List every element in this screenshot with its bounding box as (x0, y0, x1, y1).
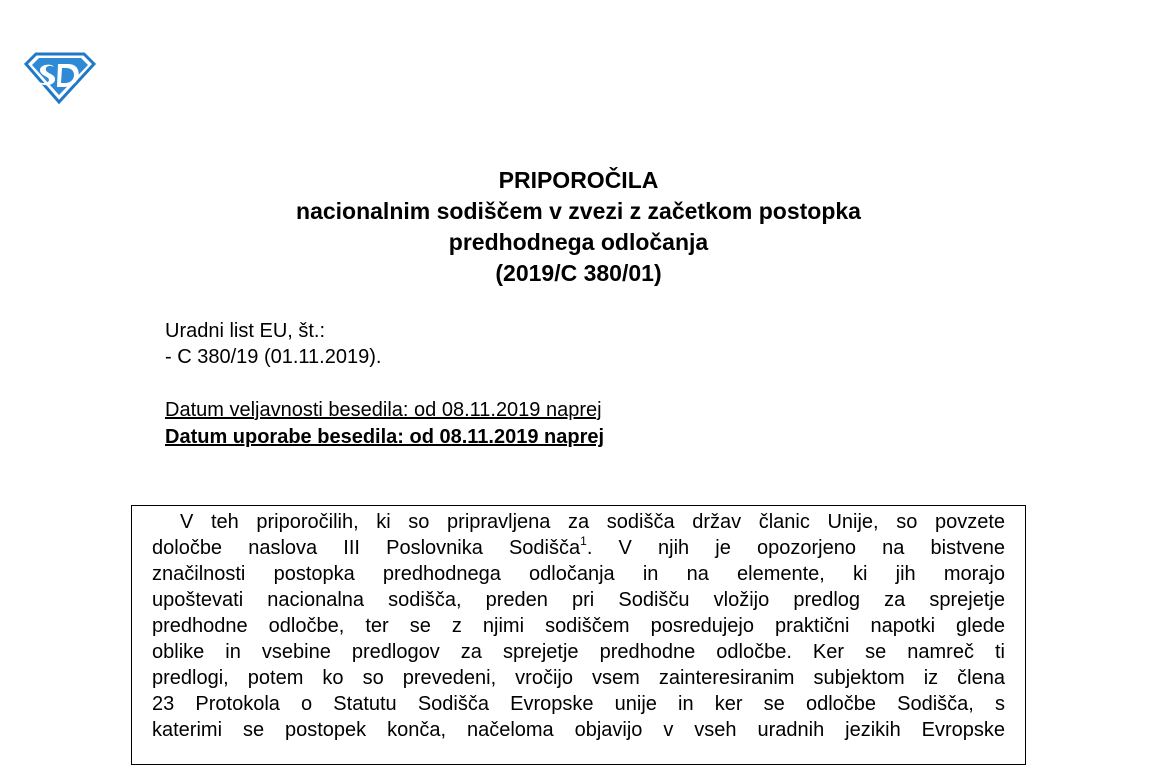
gazette-ref: - C 380/19 (01.11.2019). (165, 346, 382, 368)
summary-text: . V njih je opozorjeno na bistvene (586, 537, 1005, 559)
document-title (0, 165, 1157, 289)
summary-line: upoštevati nacionalna sodišča, preden pri Sodišču vložijo predlog za sprejetje (152, 589, 1005, 611)
title-line-4: (2019/C 380/01) (495, 260, 662, 286)
summary-line (152, 535, 1005, 561)
title-line-3: predhodnega odločanja (448, 229, 709, 255)
validity-dates (165, 397, 604, 451)
title-line-2: nacionalnim sodiščem v zvezi z začetkom postopka (296, 198, 861, 224)
summary-line: predhodne odločbe, ter se z njimi sodiščem posredujejo praktični napotki glede (152, 615, 1005, 637)
summary-line: predlogi, potem ko so prevedeni, vročijo vsem zainteresiranim subjektom iz člena (152, 667, 1005, 689)
summary-box (131, 505, 1026, 765)
summary-text: določbe naslova III Poslovnika Sodišča (152, 537, 581, 559)
summary-line: 23 Protokola o Statutu Sodišča Evropske unije in ker se odločbe Sodišča, s (152, 693, 1005, 715)
validity-date: Datum veljavnosti besedila: od 08.11.2019 naprej (165, 399, 602, 421)
gazette-label: Uradni list EU, št.: (165, 320, 326, 342)
gazette-reference (165, 318, 381, 370)
summary-line: značilnosti postopka predhodnega odločanja in na elemente, ki jih morajo (152, 563, 1005, 585)
footnote-ref[interactable]: 1 (580, 535, 587, 548)
application-date: Datum uporabe besedila: od 08.11.2019 naprej (165, 426, 605, 448)
title-line-1: PRIPOROČILA (498, 167, 659, 193)
summary-line: oblike in vsebine predlogov za sprejetje predhodne odločbe. Ker se namreč ti (152, 641, 1005, 663)
summary-line: katerimi se postopek konča, načeloma objavijo v vseh uradnih jezikih Evropske (152, 719, 1005, 741)
court-emblem-icon (22, 50, 96, 104)
summary-line: V teh priporočilih, ki so pripravljena za sodišča držav članic Unije, so povzete (180, 511, 1005, 533)
